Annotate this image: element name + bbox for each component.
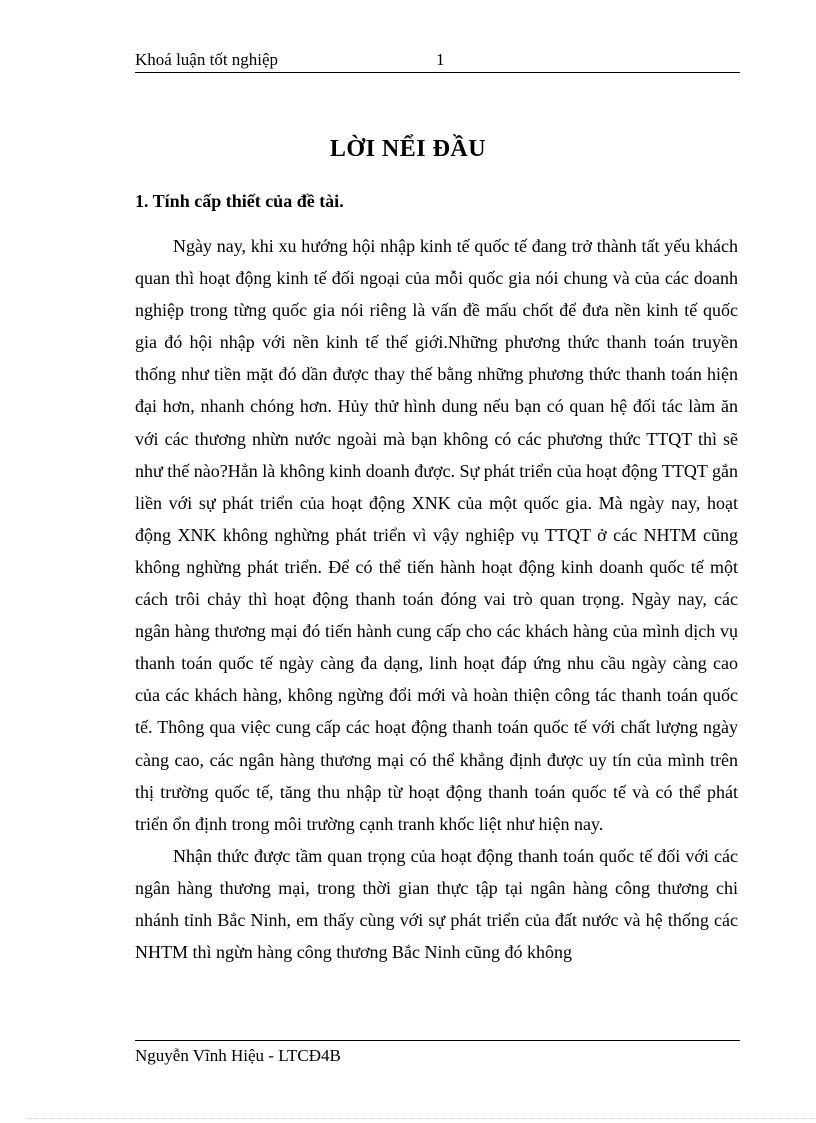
footer-divider bbox=[135, 1040, 740, 1041]
page-footer: Nguyễn Vĩnh Hiệu - LTCĐ4B bbox=[135, 1046, 341, 1065]
header-title: Khoá luận tốt nghiệp bbox=[135, 50, 279, 69]
body-text bbox=[135, 230, 738, 968]
section-heading: 1. Tính cấp thiết của đề tài. bbox=[135, 191, 344, 211]
paragraph: Ngày nay, khi xu hướng hội nhập kinh tế quốc tế đang trở thành tất yếu khách quan thì hoạt động kinh tế đối ngoại của mỗi quốc gia nói chung và của các doanh nghiệp trong từng quốc gia nói riêng là vấn đề mấu chốt để đưa nền kinh tế quốc gia đó hội nhập với nền kinh tế thế giới.Những phương thức thanh toán truyền thống như tiền mặt đó dần được thay thế bằng những phương thức thanh toán hiện đại hơn, nhanh chóng hơn. Hủy thử hình dung nếu bạn có quan hệ đối tác làm ăn với các thương nhừn nước ngoài mà bạn không có các phương thức TTQT thì sẽ như thế nào?Hẳn là không kinh doanh được. Sự phát triển của hoạt động TTQT gắn liền với sự phát triển của hoạt động XNK của một quốc gia. Mà ngày nay, hoạt động XNK không nghừng phát triển vì vậy nghiệp vụ TTQT ở các NHTM cũng không nghừng phát triển. Để có thể tiến hành hoạt động kinh doanh quốc tế một cách trôi chảy thì hoạt động thanh toán đóng vai trò quan trọng. Ngày nay, các ngân hàng thương mại đó tiến hành cung cấp cho các khách hàng của mình dịch vụ thanh toán quốc tế ngày càng đa dạng, linh hoạt đáp ứng nhu cầu ngày càng cao của các khách hàng, không ngừng đổi mới và hoàn thiện công tác thanh toán quốc tế. Thông qua việc cung cấp các hoạt động thanh toán quốc tế với chất lượng ngày càng cao, các ngân hàng thương mại có thể khẳng định được uy tín của mình trên thị trường quốc tế, tăng thu nhập từ hoạt động thanh toán quốc tế và có thể phát triển ổn định trong môi trường cạnh tranh khốc liệt như hiện nay. bbox=[135, 236, 738, 834]
page-edge-divider bbox=[28, 1118, 816, 1119]
document-title: LỜI NỂI ĐẦU bbox=[329, 136, 487, 162]
page-number: 1 bbox=[436, 50, 445, 69]
page-header bbox=[135, 48, 740, 73]
paragraph: Nhận thức được tầm quan trọng của hoạt động thanh toán quốc tế đối với các ngân hàng thương mại, trong thời gian thực tập tại ngân hàng công thương chi nhánh tỉnh Bắc Ninh, em thấy cùng với sự phát triển của đất nước và hệ thống các NHTM thì ngừn hàng công thương Bắc Ninh cũng đó không bbox=[135, 845, 738, 963]
